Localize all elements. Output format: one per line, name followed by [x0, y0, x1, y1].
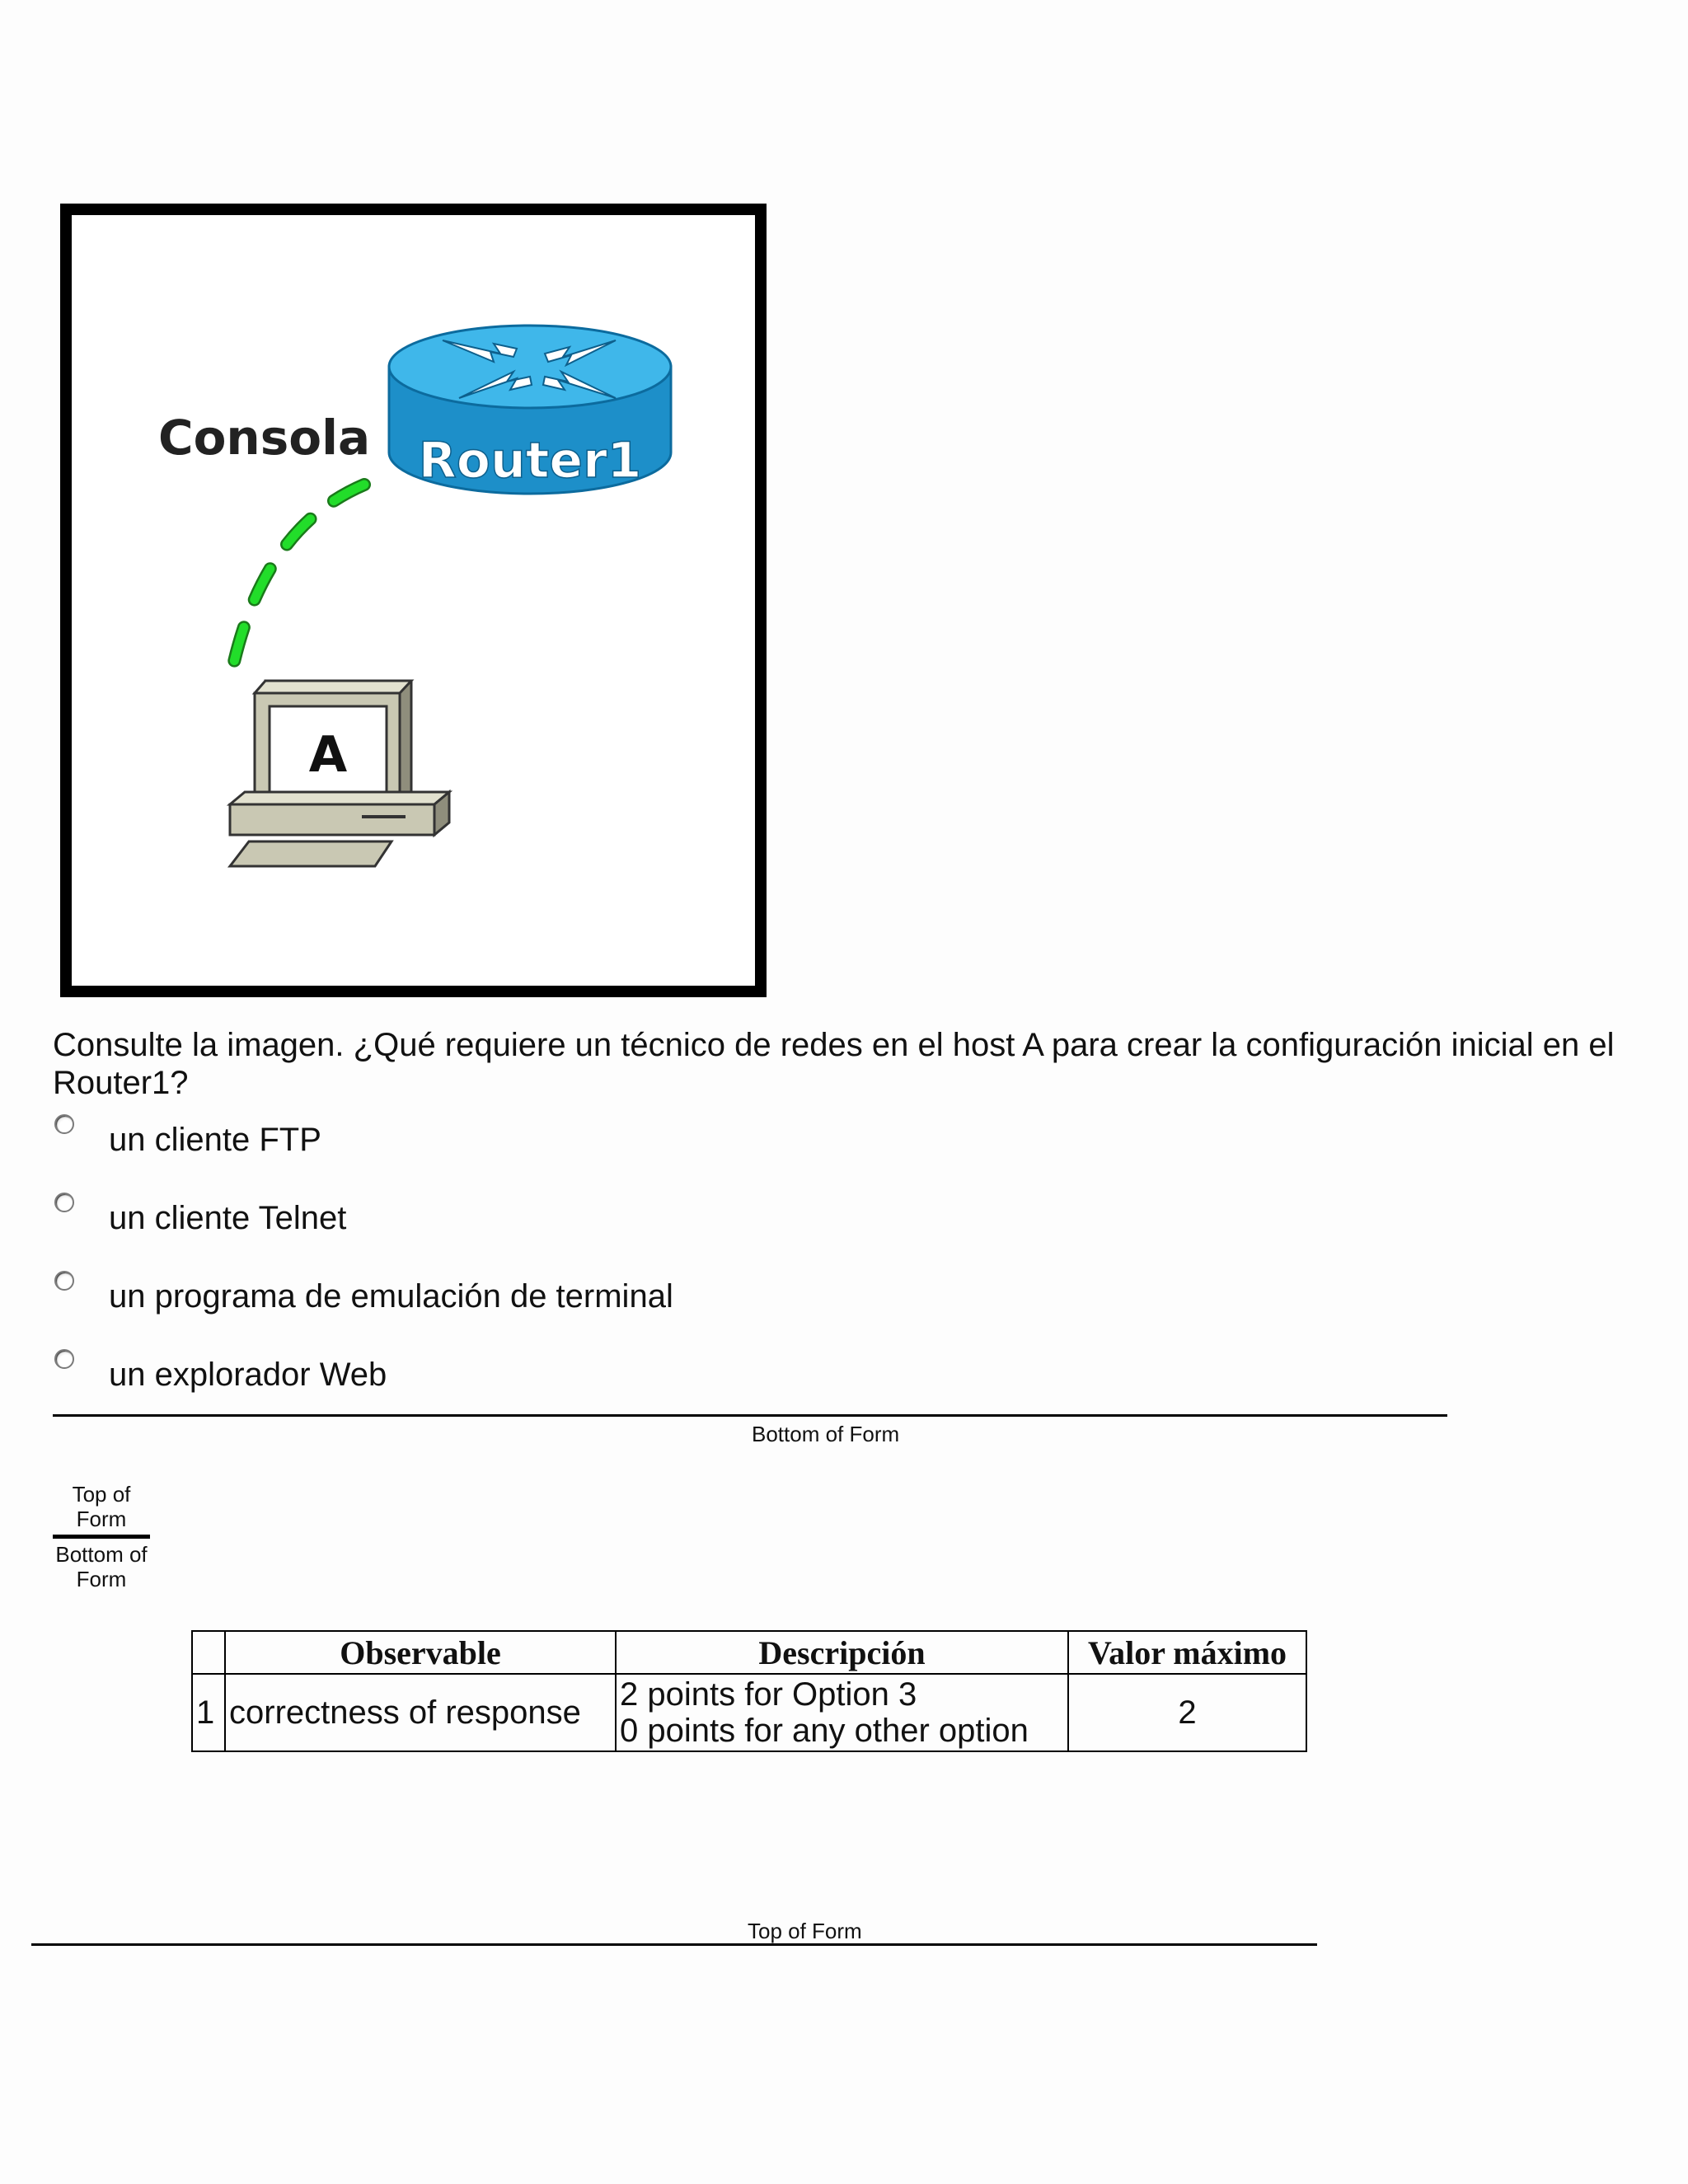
network-exhibit-image	[60, 204, 767, 997]
table-header-row	[192, 1631, 1306, 1674]
answer-option-label: un cliente FTP	[109, 1122, 321, 1158]
table-row	[192, 1674, 1306, 1751]
form-divider	[31, 1943, 1317, 1946]
description-line: 2 points for Option 3	[620, 1676, 917, 1713]
row-max-value: 2	[1068, 1674, 1306, 1751]
description-line: 0 points for any other option	[620, 1713, 1029, 1749]
column-header-max-value: Valor máximo	[1068, 1631, 1306, 1674]
router-icon	[389, 326, 671, 494]
radio-button[interactable]	[54, 1114, 74, 1134]
column-header-observable: Observable	[225, 1631, 616, 1674]
answer-option-label: un cliente Telnet	[109, 1200, 347, 1236]
answer-option-4[interactable]	[54, 1349, 796, 1399]
bottom-of-form-marker: Bottom of Form	[752, 1422, 900, 1446]
answer-option-1[interactable]	[54, 1114, 796, 1164]
answer-option-2[interactable]	[54, 1193, 796, 1242]
console-cable	[231, 485, 364, 677]
radio-button[interactable]	[54, 1271, 74, 1291]
bottom-of-form-marker	[53, 1542, 150, 1591]
router-label: Router1	[418, 432, 642, 490]
question-text: Consulte la imagen. ¿Qué requiere un técnico de redes en el host A para crear la configuración inicial en el Router1?	[53, 1027, 1615, 1101]
answer-option-label: un programa de emulación de terminal	[109, 1278, 673, 1315]
answer-option-label: un explorador Web	[109, 1357, 387, 1393]
form-divider	[53, 1535, 150, 1539]
form-divider	[53, 1414, 1447, 1417]
top-of-form-marker	[53, 1482, 150, 1535]
column-header-description: Descripción	[616, 1631, 1068, 1674]
row-description	[616, 1674, 1068, 1751]
column-header-index	[192, 1631, 225, 1674]
marker-line: Bottom of	[55, 1542, 148, 1567]
host-label: A	[308, 726, 348, 784]
radio-button[interactable]	[54, 1349, 74, 1369]
network-diagram	[72, 215, 755, 986]
marker-line: Form	[76, 1507, 127, 1531]
top-of-form-marker: Top of Form	[748, 1919, 862, 1943]
console-label: Consola	[158, 410, 371, 466]
answer-option-3[interactable]	[54, 1271, 796, 1320]
scoring-rubric-table	[191, 1630, 1307, 1752]
marker-line: Form	[76, 1567, 127, 1591]
host-pc-icon	[230, 681, 449, 866]
radio-button[interactable]	[54, 1193, 74, 1212]
row-index: 1	[192, 1674, 225, 1751]
row-observable: correctness of response	[225, 1674, 616, 1751]
empty-form-marker	[53, 1482, 150, 1591]
marker-line: Top of	[72, 1482, 131, 1507]
